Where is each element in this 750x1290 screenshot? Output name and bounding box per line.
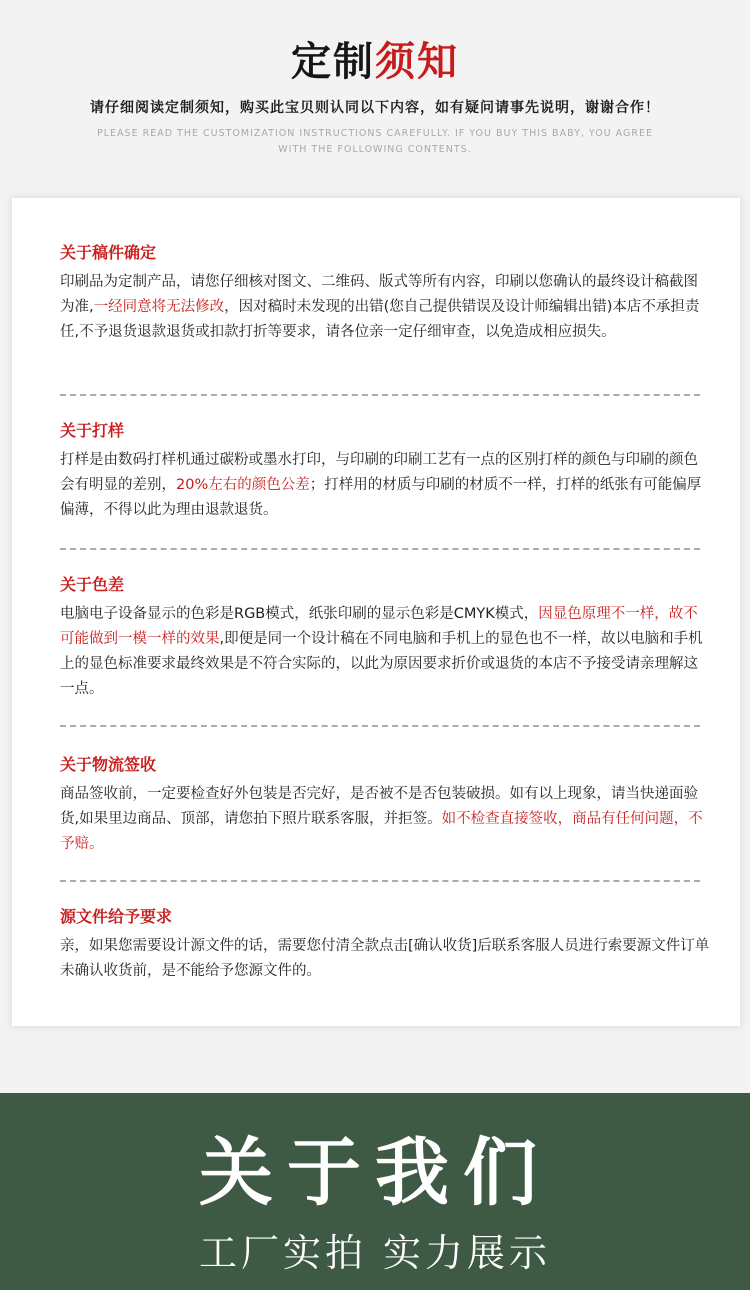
title-red-part: 须知 (375, 39, 459, 85)
dashed-divider (60, 394, 700, 396)
subtitle: 请仔细阅读定制须知，购买此宝贝则认同以下内容，如有疑问请事先说明，谢谢合作！ (90, 100, 660, 116)
body-highlight: 20%左右的颜色公差 (176, 477, 310, 493)
section-heading: 关于色差 (60, 575, 125, 594)
body-highlight: 因显色原理不一样，故不可能做到一模一样的效果 (60, 606, 698, 647)
body-text: ,即便是同一个设计稿在不同电脑和手机上的显色也不一样，故以电脑和手机上的显色标准要求最终效果是不符合实际的，以此为原因要求折价或退货的本店不予接受请亲理解这一点。 (60, 631, 703, 697)
body-highlight: 一经同意将无法修改 (93, 299, 225, 315)
about-us-banner (0, 1093, 750, 1290)
dashed-divider (60, 725, 700, 727)
section-heading: 关于打样 (60, 421, 125, 440)
section-body (60, 934, 710, 984)
about-us-title: 关于我们 (199, 1130, 551, 1216)
section-color-difference (60, 574, 710, 702)
header (0, 0, 750, 200)
section-body (60, 602, 710, 702)
notice-card (12, 198, 740, 1026)
section-source-file (60, 906, 710, 984)
body-text: 商品签收前，一定要检查好外包装是否完好，是否被不是否包装破损。如有以上现象，请当快递面验货,如果里边商品、顶部，请您拍下照片联系客服，并拒签。 (60, 786, 698, 827)
body-text: 电脑电子设备显示的色彩是RGB模式，纸张印刷的显示色彩是CMYK模式， (60, 606, 539, 622)
about-us-subtitle: 工厂实拍 实力展示 (198, 1231, 552, 1275)
title-black-part: 定制 (291, 39, 375, 85)
body-text: ，因对稿时未发现的出错(您自己提供错误及设计师编辑出错)本店不承担责任,不予退货退款退货或扣款打折等要求，请各位亲一定仔细审查，以免造成相应损失。 (60, 299, 700, 340)
section-proofing (60, 420, 710, 523)
body-text: 印刷品为定制产品，请您仔细核对图文、二维码、版式等所有内容，印刷以您确认的最终设计稿截图为准, (60, 274, 698, 315)
section-draft-confirmation (60, 242, 710, 345)
dashed-divider (60, 548, 700, 550)
page-title (0, 38, 750, 86)
body-highlight: 如不检查直接签收，商品有任何问题，不予赔。 (60, 811, 703, 852)
english-subtitle: PLEASE READ THE CUSTOMIZATION INSTRUCTIONS CAREFULLY. IF YOU BUY THIS BABY, YOU AGREE WITH THE FOLLOWING CONTENTS. (97, 128, 653, 155)
section-logistics-signing (60, 754, 710, 857)
section-body (60, 448, 710, 523)
section-heading: 关于物流签收 (60, 755, 157, 774)
body-text: ；打样用的材质与印刷的材质不一样，打样的纸张有可能偏厚偏薄，不得以此为理由退款退货。 (60, 477, 702, 518)
section-body (60, 782, 710, 857)
section-body (60, 270, 710, 345)
body-text: 亲，如果您需要设计源文件的话，需要您付清全款点击[确认收货]后联系客服人员进行索要源文件订单未确认收货前，是不能给予您源文件的。 (60, 938, 710, 979)
dashed-divider (60, 880, 700, 882)
body-text: 打样是由数码打样机通过碳粉或墨水打印，与印刷的印刷工艺有一点的区别打样的颜色与印刷的颜色会有明显的差别， (60, 452, 698, 493)
section-heading: 关于稿件确定 (60, 243, 157, 262)
section-heading: 源文件给予要求 (60, 907, 173, 926)
